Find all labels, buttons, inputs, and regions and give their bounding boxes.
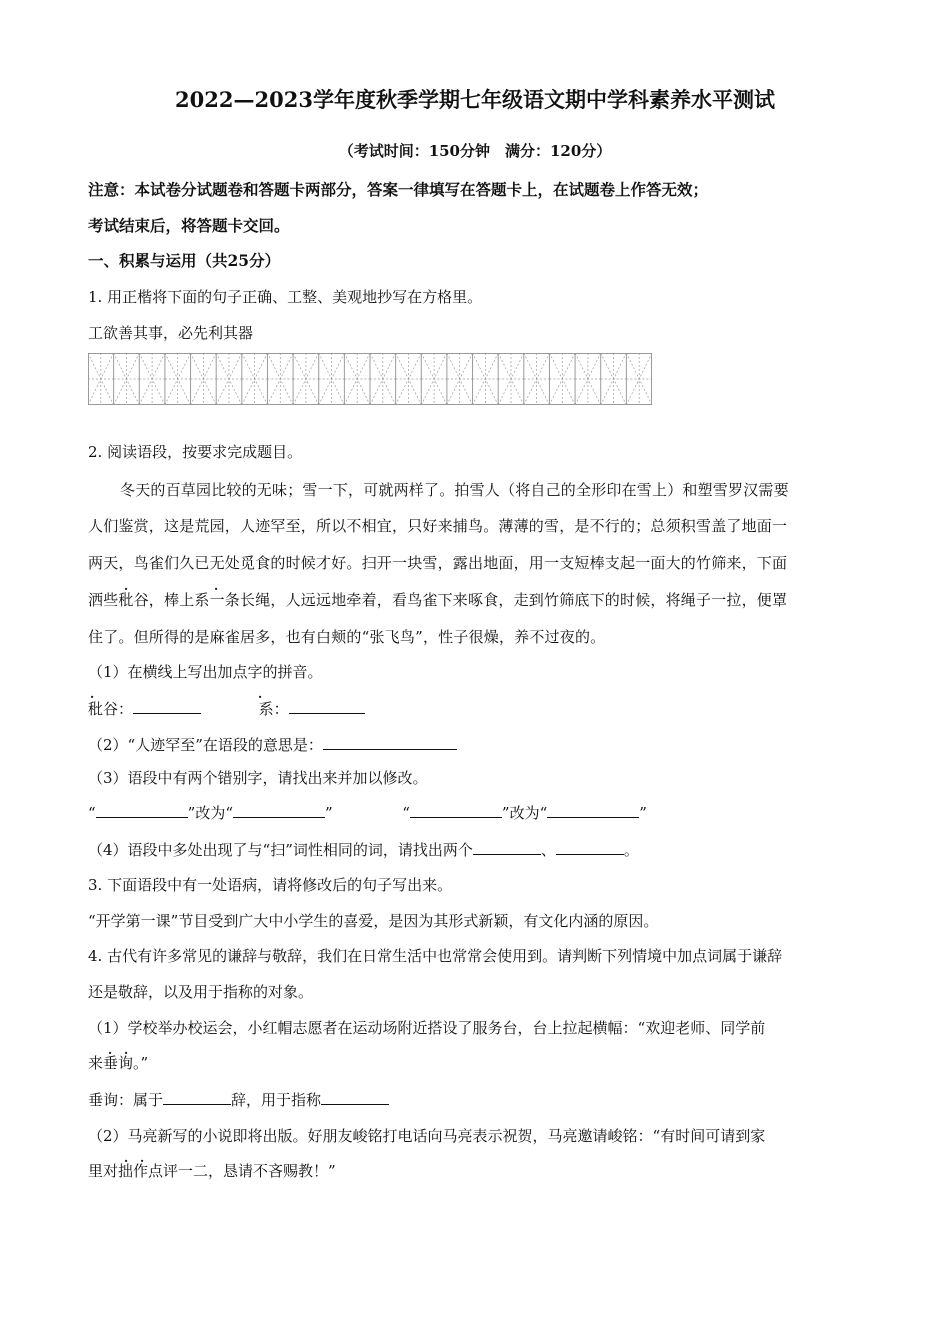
q1-prompt: 1. 用正楷将下面的句子正确、工整、美观地抄写在方格里。 — [88, 288, 483, 306]
q2-passage-line-3: 两天，鸟雀们久已无处觅食的时候才好。扫开一块雪，露出地面，用一支短棒支起一面大的竹筛来，下面 — [88, 554, 788, 572]
q4-sub2-line-2: 里对拙作点评一二，恳请不吝赐教！” — [88, 1162, 336, 1180]
q2-sub2-label: （2）“人迹罕至”在语段的意思是： — [88, 736, 323, 754]
q2-sub1-blank-a[interactable] — [133, 699, 201, 714]
q2-sub1-label-a: 秕谷： — [88, 700, 134, 718]
notice-line-2: 考试结束后，将答题卡交回。 — [88, 216, 290, 235]
q3-sentence: “开学第一课”节目受到广大中小学生的喜爱，是因为其形式新颖，有文化内涵的原因。 — [88, 912, 659, 930]
q4-sub2-line-1: （2）马亮新写的小说即将出版。好朋友峻铭打电话向马亮表示祝贺，马亮邀请峻铭：“有时间可请到家 — [88, 1127, 766, 1145]
q2-sub3-quote-open-2: “ — [402, 804, 410, 822]
q2-sub3-blank-2[interactable] — [233, 803, 325, 818]
q4-prompt-line-1: 4. 古代有许多常见的谦辞与敬辞，我们在日常生活中也常常会使用到。请判断下列情境中加点词属于谦辞 — [88, 947, 783, 965]
q2-sub3-change-2: ”改为“ — [501, 804, 548, 822]
q4-sub1-label-a: 垂询：属于 — [88, 1091, 164, 1109]
emphasis-dot-xi: . — [214, 579, 219, 593]
q2-sub3-quote-close-1: ” — [325, 804, 333, 822]
writing-grid[interactable] — [88, 353, 652, 405]
q2-sub1-answer-row — [88, 699, 365, 719]
q2-sub1-blank-b[interactable] — [289, 699, 365, 714]
emphasis-dot-chui: . — [108, 1043, 113, 1057]
q4-sub1-blank-1[interactable] — [163, 1090, 231, 1105]
q2-sub2-blank[interactable] — [323, 735, 457, 750]
q2-sub4-row — [88, 840, 639, 860]
emphasis-dot-xun: . — [124, 1043, 129, 1057]
q2-sub3-blank-3[interactable] — [410, 803, 502, 818]
q4-sub1-label-b: 辞，用于指称 — [231, 1091, 322, 1109]
q4-sub1-line-2: 来垂询。” — [88, 1054, 149, 1072]
q2-sub3-quote-open-1: “ — [88, 804, 96, 822]
emphasis-dot-zuo: . — [140, 1151, 145, 1165]
q2-passage-line-2: 人们鉴赏，这是荒园，人迹罕至，所以不相宜，只好来捕鸟。薄薄的雪，是不行的；总须积雪盖了地面一 — [88, 517, 788, 535]
q2-passage-line-5: 住了。但所得的是麻雀居多，也有白颊的“张飞鸟”，性子很燥，养不过夜的。 — [88, 628, 606, 646]
q2-sub2-row — [88, 735, 457, 755]
q2-sub3-change-1: ”改为“ — [187, 804, 234, 822]
q2-passage-line-1: 冬天的百草园比较的无味；雪一下，可就两样了。拍雪人（将自己的全形印在雪上）和塑雪罗汉需要 — [120, 481, 789, 499]
section-heading: 一、积累与运用（共25分） — [88, 251, 281, 270]
q2-sub3-quote-close-2: ” — [639, 804, 647, 822]
q2-sub4-blank-2[interactable] — [556, 840, 624, 855]
emphasis-dot-bi-2: . — [90, 687, 95, 701]
q2-passage-line-4: 洒些秕谷，棒上系一条长绳，人远远地牵着，看鸟雀下来啄食，走到竹筛底下的时候，将绳子一拉，便罩 — [88, 591, 788, 609]
q2-sub3-answer-row — [88, 803, 647, 823]
q4-sub1-blank-2[interactable] — [321, 1090, 389, 1105]
q3-prompt: 3. 下面语段中有一处语病，请将修改后的句子写出来。 — [88, 876, 453, 894]
q2-sub3: （3）语段中有两个错别字，请找出来并加以修改。 — [88, 769, 428, 787]
q2-sub4-sep: 、 — [540, 841, 556, 859]
q2-sub4-end: 。 — [623, 841, 639, 859]
q2-sub1: （1）在横线上写出加点字的拼音。 — [88, 663, 323, 681]
q2-sub4-blank-1[interactable] — [473, 840, 541, 855]
exam-subtitle: （考试时间：150分钟 满分：120分） — [338, 142, 612, 160]
emphasis-dot-xi-2: . — [258, 687, 263, 701]
exam-title: 2022—2023学年度秋季学期七年级语文期中学科素养水平测试 — [175, 87, 775, 112]
notice-line-1: 注意：本试卷分试题卷和答题卡两部分，答案一律填写在答题卡上，在试题卷上作答无效； — [88, 180, 709, 199]
q2-sub1-label-b: 系： — [258, 700, 289, 718]
q1-sentence: 工欲善其事，必先利其器 — [88, 324, 254, 342]
q2-sub3-blank-4[interactable] — [547, 803, 639, 818]
q4-sub1-answer-row — [88, 1090, 389, 1110]
emphasis-dot-bi: . — [124, 579, 129, 593]
q4-prompt-line-2: 还是敬辞，以及用于指称的对象。 — [88, 983, 314, 1001]
q2-sub3-blank-1[interactable] — [96, 803, 188, 818]
emphasis-dot-zhuo: . — [124, 1151, 129, 1165]
q2-sub4-label: （4）语段中多处出现了与“扫”词性相同的词，请找出两个 — [88, 841, 473, 859]
q4-sub1-line-1: （1）学校举办校运会，小红帽志愿者在运动场附近搭设了服务台，台上拉起横幅：“欢迎老师、同学前 — [88, 1019, 766, 1037]
q2-prompt: 2. 阅读语段，按要求完成题目。 — [88, 443, 303, 461]
